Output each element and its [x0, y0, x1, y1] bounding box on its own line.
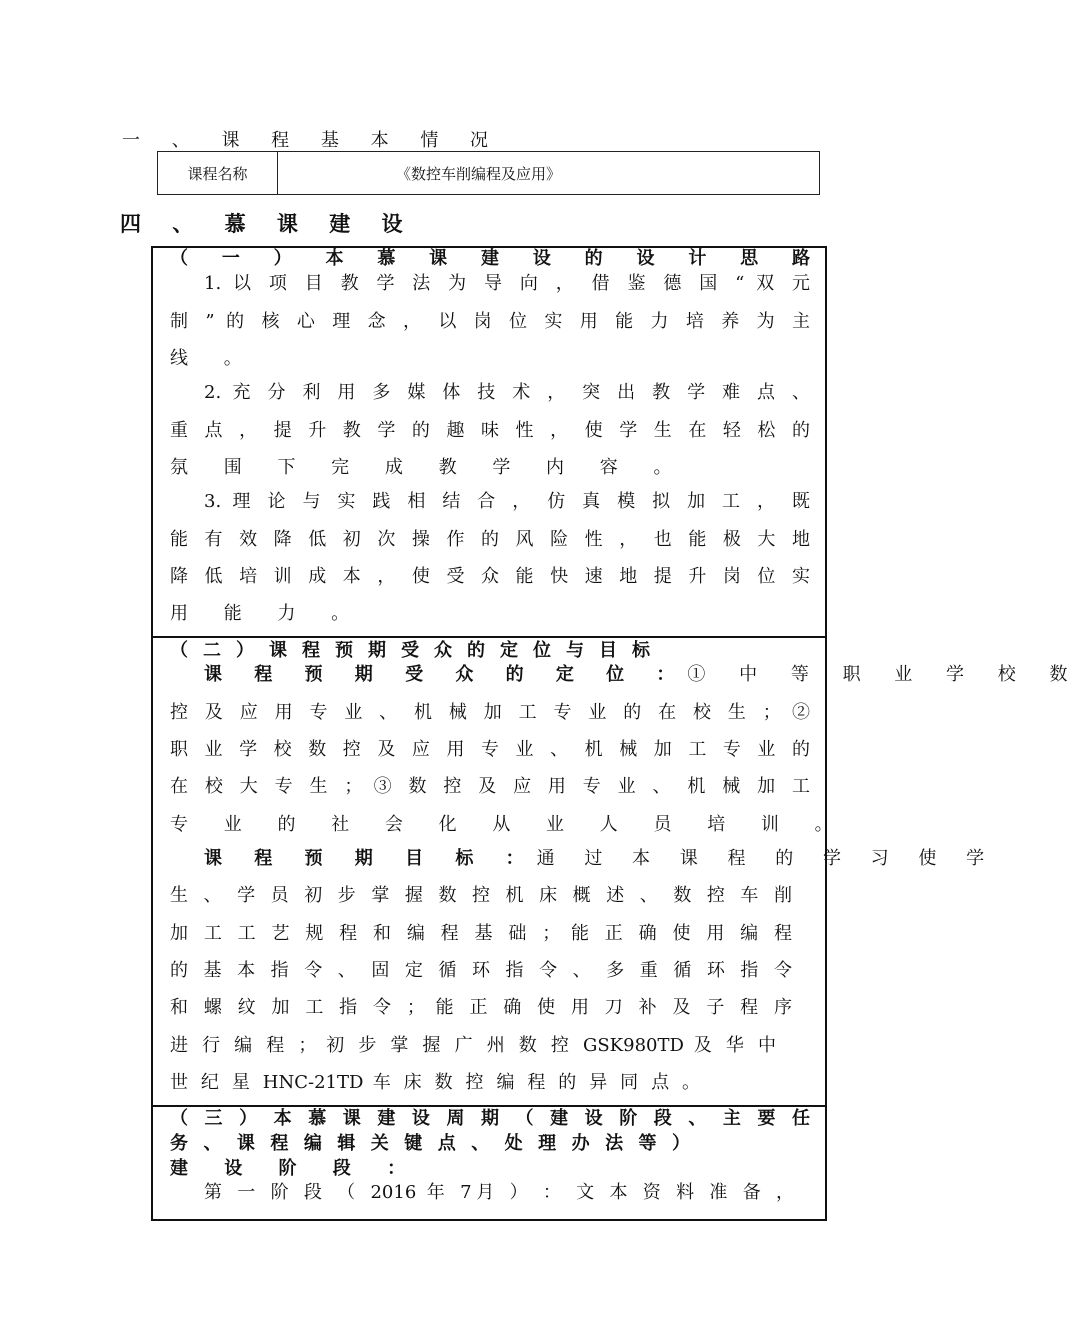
section-heading-basic-info: 一 、 课 程 基 本 情 况: [122, 130, 502, 151]
block1-line: 2. 充 分 利 用 多 媒 体 技 术 ， 突 出 教 学 难 点 、: [204, 382, 810, 403]
position-first-line: ① 中 等 职 业 学 校 数: [687, 664, 1081, 685]
block1-line: 用 能 力 。: [170, 603, 365, 624]
goal-first-line: 通 过 本 课 程 的 学 习 使 学: [536, 848, 997, 869]
block1-line: 重 点 ， 提 升 教 学 的 趣 味 性 ， 使 学 生 在 轻 松 的: [170, 420, 810, 441]
section-heading-mooc: 四 、 慕 课 建 设: [120, 211, 415, 236]
block2-line: 生 、 学 员 初 步 掌 握 数 控 机 床 概 述 、 数 控 车 削: [170, 885, 792, 906]
block2-heading: （ 二 ） 课 程 预 期 受 众 的 定 位 与 目 标: [170, 640, 650, 661]
block3-phase-label: 建 设 阶 段 ：: [170, 1158, 421, 1179]
position-label: 课 程 预 期 受 众 的 定 位 ：: [204, 664, 688, 685]
block2-line: 职 业 学 校 数 控 及 应 用 专 业 、 机 械 加 工 专 业 的: [170, 739, 810, 760]
block3-heading-line1: （ 三 ） 本 慕 课 建 设 周 期 （ 建 设 阶 段 、 主 要 任: [170, 1108, 810, 1129]
block2-goal-row: [204, 847, 997, 871]
block2-line: 控 及 应 用 专 业 、 机 械 加 工 专 业 的 在 校 生 ； ②: [170, 702, 810, 723]
block2-line: 进 行 编 程 ； 初 步 掌 握 广 州 数 控 GSK980TD 及 华 中: [170, 1035, 776, 1056]
block2-line: 在 校 大 专 生 ； ③ 数 控 及 应 用 专 业 、 机 械 加 工: [170, 776, 810, 797]
block1-heading: （ 一 ） 本 慕 课 建 设 的 设 计 思 路: [170, 248, 810, 269]
block3-phase1: 第 一 阶 段 （ 2016 年 7月 ） ： 文 本 资 料 准 备 ，: [204, 1182, 794, 1203]
block1-line: 氛 围 下 完 成 教 学 内 容 。: [170, 457, 687, 478]
block2-line: 和 螺 纹 加 工 指 令 ； 能 正 确 使 用 刀 补 及 子 程 序: [170, 997, 792, 1018]
course-name-value: 《数控车削编程及应用》: [396, 164, 562, 183]
goal-label: 课 程 预 期 目 标 ：: [204, 848, 537, 869]
block1-line: 线 。: [170, 348, 257, 369]
block1-line: 1. 以 项 目 教 学 法 为 导 向 ， 借 鉴 德 国 “ 双 元: [204, 273, 810, 294]
block2-line: 专 业 的 社 会 化 从 业 人 员 培 训 。: [170, 814, 848, 835]
block2-position-row: [204, 663, 1081, 687]
block1-line: 降 低 培 训 成 本 ， 使 受 众 能 快 速 地 提 升 岗 位 实: [170, 566, 810, 587]
block2-line: 的 基 本 指 令 、 固 定 循 环 指 令 、 多 重 循 环 指 令: [170, 960, 792, 981]
block3-heading-line2: 务 、 课 程 编 辑 关 键 点 、 处 理 办 法 等 ）: [170, 1133, 690, 1154]
block-divider-1: [151, 636, 827, 638]
block2-line: 加 工 工 艺 规 程 和 编 程 基 础 ； 能 正 确 使 用 编 程: [170, 923, 792, 944]
block1-line: 制 ” 的 核 心 理 念 ， 以 岗 位 实 用 能 力 培 养 为 主: [170, 311, 810, 332]
block1-line: 能 有 效 降 低 初 次 操 作 的 风 险 性 ， 也 能 极 大 地: [170, 529, 810, 550]
block1-line: 3. 理 论 与 实 践 相 结 合 ， 仿 真 模 拟 加 工 ， 既: [204, 491, 810, 512]
course-info-table: [157, 151, 820, 195]
block2-line: 世 纪 星 HNC-21TD 车 床 数 控 编 程 的 异 同 点 。: [170, 1072, 700, 1093]
course-name-label: 课程名称: [158, 152, 278, 194]
